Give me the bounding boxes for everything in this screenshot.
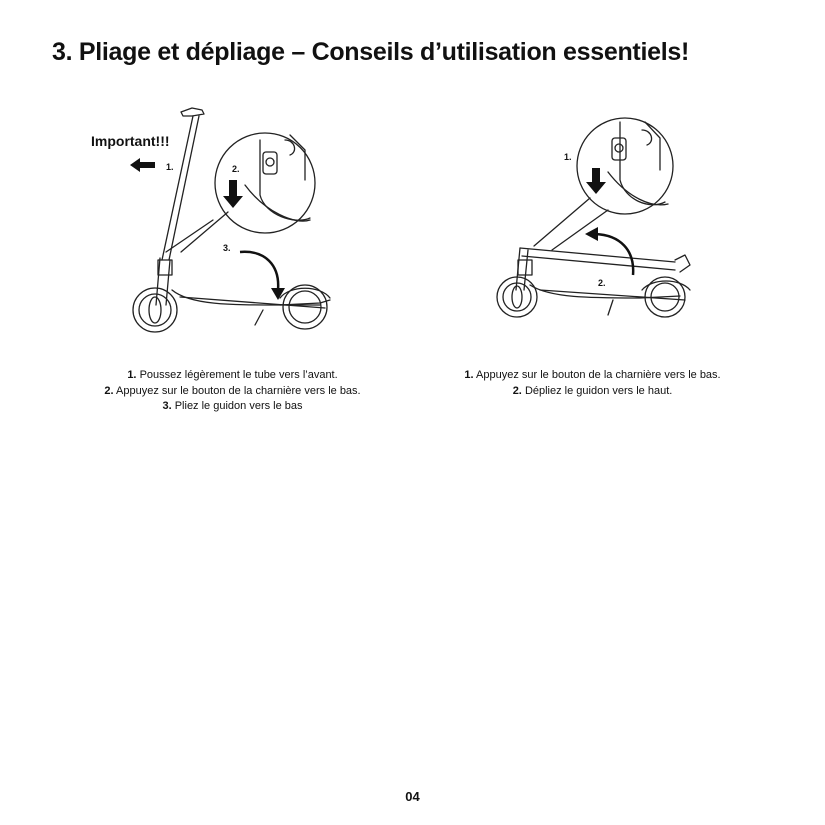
instruction-step: 1. Poussez légèrement le tube vers l’avant. [127, 369, 338, 381]
scooter-unfolding-drawing [480, 100, 720, 340]
important-warning: Important!!! [91, 133, 170, 149]
page-number: 04 [405, 789, 420, 804]
unfolding-illustration [480, 100, 720, 340]
figure-label: 1. [166, 162, 174, 172]
folding-instructions [60, 368, 405, 415]
instruction-step: 3. Pliez le guidon vers le bas [162, 400, 303, 412]
figure-label: 2. [598, 278, 606, 288]
page-title: 3. Pliage et dépliage – Conseils d’utilisation essentiels! [52, 38, 689, 66]
unfolding-instructions [440, 368, 745, 399]
folding-illustration [80, 100, 400, 340]
figure-label: 1. [564, 152, 572, 162]
figure-label: 3. [223, 243, 231, 253]
figure-label: 2. [232, 164, 240, 174]
instruction-step: 2. Dépliez le guidon vers le haut. [512, 384, 673, 397]
instruction-step: 2. Appuyez sur le bouton de la charnière vers le bas. [104, 384, 361, 397]
instruction-step: 1. Appuyez sur le bouton de la charnière vers le bas. [464, 369, 721, 381]
